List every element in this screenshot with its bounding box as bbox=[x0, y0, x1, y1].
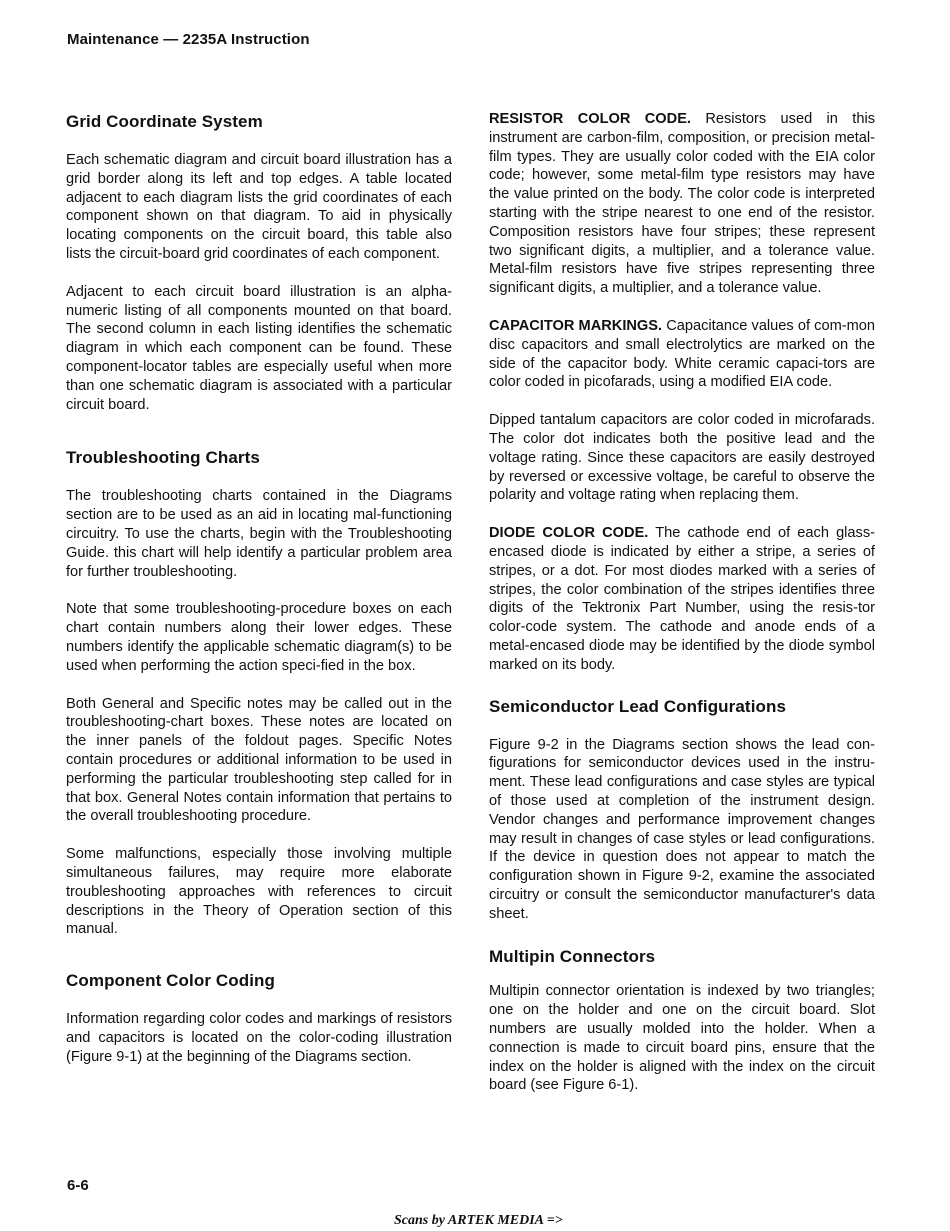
troubleshooting-paragraph-1: The troubleshooting charts contained in the Diagrams section are to be used as an aid in locating mal-functioning circuitry. To use the charts, begin with the Troubleshooting Guide. this chart will help identify a particular problem area for further troubleshooting. bbox=[66, 488, 452, 580]
right-column bbox=[489, 110, 875, 1095]
heading-component-color-coding: Component Color Coding bbox=[66, 971, 275, 991]
color-coding-paragraph-1: Information regarding color codes and markings of resistors and capacitors is located on the color-coding illustration (Figure 9-1) at the beginning of the Diagrams section. bbox=[66, 1011, 452, 1065]
resistor-body: Resistors used in this instrument are carbon-film, composition, or precision metal-film types. They are usually color coded with the EIA color code; however, some metal-film type resistors may have the value printed on the body. The color code is interpreted starting with the stripe nearest to one end of the resistor. Composition resistors have four stripes; these represent two significant digits, a multiplier, and a tolerance value. Metal-film resistors have five stripes representing three significant digits, a multiplier, and a tolerance value. bbox=[489, 111, 875, 297]
multipin-paragraph: Multipin connector orientation is indexed by two triangles; one on the holder and one on the circuit board. Slot numbers are usually molded into the holder. When a connection is made to circuit board pins, ensure that the index on the holder is aligned with the index on the circuit board (see Figure 6-1). bbox=[489, 983, 875, 1094]
resistor-lead: RESISTOR COLOR CODE. bbox=[489, 111, 691, 127]
diode-body: The cathode end of each glass-encased diode is indicated by either a stripe, a series of stripes, or a dot. For most diodes marked with a series of stripes, the color combination of the stripes identifies three digits of the Tektronix Part Number, using the resis-tor color-code system. The cathode and anode ends of a metal-encased diode may be identified by the diode symbol marked on its body. bbox=[489, 525, 875, 673]
capacitor-lead: CAPACITOR MARKINGS. bbox=[489, 317, 663, 334]
diode-lead: DIODE COLOR CODE. bbox=[489, 525, 649, 542]
diode-color-code-paragraph bbox=[489, 524, 875, 674]
page-number: 6-6 bbox=[67, 1177, 89, 1194]
grid-paragraph-2: Adjacent to each circuit board illustration is an alpha-numeric listing of all components mounted on that board. The second column in each listing identifies the schematic diagram in which each component can be found. These component-locator tables are especially useful when more than one schematic diagram is associated with a particular circuit board. bbox=[66, 283, 452, 413]
tantalum-paragraph: Dipped tantalum capacitors are color coded in microfarads. The color dot indicates both the positive lead and the voltage rating. Since these capacitors are easily destroyed by reversed or excessive voltage, be careful to observe the polarity and voltage rating when replacing them. bbox=[489, 412, 875, 504]
troubleshooting-paragraph-3: Both General and Specific notes may be called out in the troubleshooting-chart boxes. These notes are located on the inner panels of the foldout pages. Specific Notes contain procedures or additional information to be used in performing the particular troubleshooting step called for in that box. General Notes contain information that pertains to the overall troubleshooting procedure. bbox=[66, 695, 452, 825]
heading-semiconductor-lead-configurations: Semiconductor Lead Configurations bbox=[489, 696, 787, 716]
capacitor-markings-paragraph bbox=[489, 317, 875, 392]
capacitor-body: Capacitance values of com-mon disc capacitors and small electrolytics are marked on the side of the capacitor body. White ceramic capaci-tors are color coded in picofarads, using a modified EIA code. bbox=[489, 317, 876, 391]
scan-credit: Scans by ARTEK MEDIA => bbox=[394, 1213, 563, 1228]
troubleshooting-paragraph-2: Note that some troubleshooting-procedure boxes on each chart contain numbers along their lower edges. These numbers identify the applicable schematic diagram(s) to be used when performing the action speci-fied in the box. bbox=[66, 601, 452, 674]
left-column bbox=[66, 110, 452, 1066]
running-head: Maintenance — 2235A Instruction bbox=[67, 31, 310, 48]
grid-paragraph-1: Each schematic diagram and circuit board illustration has a grid border along its left and top edges. A table located adjacent to each diagram lists the grid coordinates of each component shown on that diagram. To aid in physically locating components on the circuit board, this table also lists the circuit-board grid coordinates of each component. bbox=[66, 152, 452, 262]
semiconductor-paragraph: Figure 9-2 in the Diagrams section shows the lead con-figurations for semiconductor devices used in the instru-ment. These lead configurations and case styles are typical of those used at completion of the instrument design. Vendor changes and performance improvement changes may result in changes of case styles or lead configurations. If the device in question does not appear to match the configuration shown in Figure 9-2, examine the associated circuitry or consult the semiconductor manufacturer's data sheet. bbox=[489, 736, 875, 922]
heading-troubleshooting-charts: Troubleshooting Charts bbox=[66, 448, 260, 468]
heading-grid-coordinate-system: Grid Coordinate System bbox=[66, 112, 263, 131]
troubleshooting-paragraph-4: Some malfunctions, especially those involving multiple simultaneous failures, may require more elaborate troubleshooting approaches with references to circuit descriptions in the Theory of Operation section of this manual. bbox=[66, 846, 452, 938]
heading-multipin-connectors: Multipin Connectors bbox=[489, 947, 656, 967]
resistor-color-code-paragraph bbox=[489, 110, 875, 298]
